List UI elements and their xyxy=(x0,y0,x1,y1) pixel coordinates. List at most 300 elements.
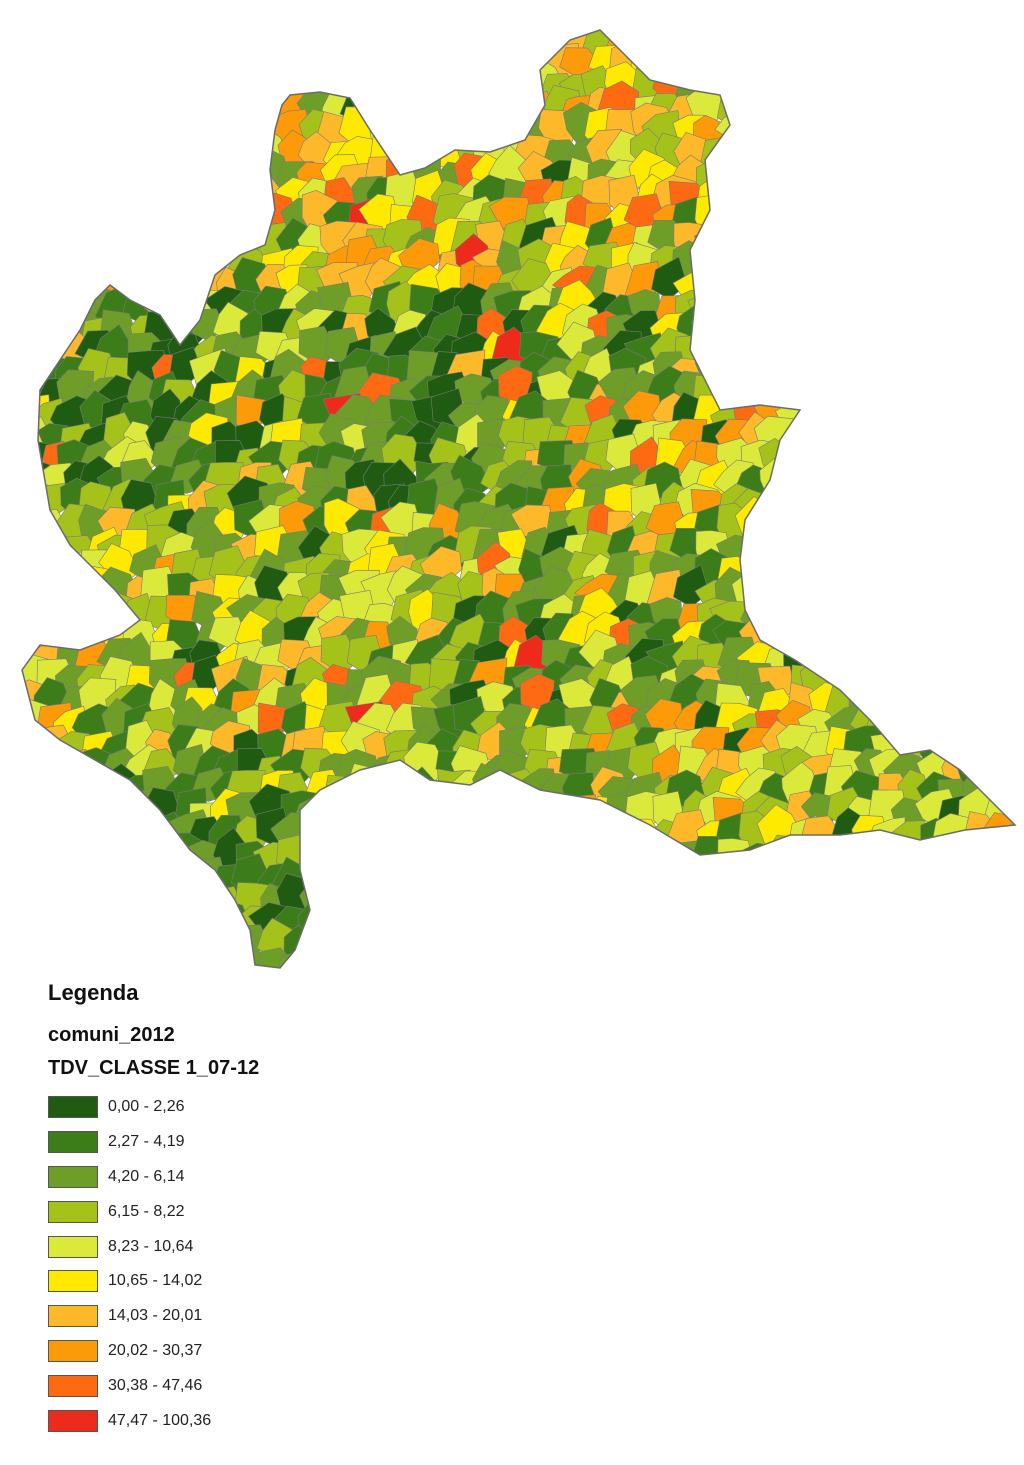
municipality-polygon xyxy=(31,557,76,592)
municipality-polygon xyxy=(962,946,999,975)
municipality-polygon xyxy=(6,175,43,211)
municipality-polygon xyxy=(891,111,933,144)
municipality-polygon xyxy=(801,112,843,154)
municipality-polygon xyxy=(654,6,693,45)
municipality-polygon xyxy=(603,0,640,37)
municipality-polygon xyxy=(0,446,33,484)
municipality-polygon xyxy=(976,24,1021,67)
municipality-polygon xyxy=(536,943,579,975)
municipality-polygon xyxy=(1002,262,1024,307)
municipality-polygon xyxy=(0,865,28,904)
municipality-polygon xyxy=(827,15,869,58)
municipality-polygon xyxy=(940,684,973,722)
municipality-polygon xyxy=(80,604,118,637)
municipality-polygon xyxy=(30,747,72,785)
legend-swatch xyxy=(48,1270,98,1292)
municipality-polygon xyxy=(745,200,779,239)
municipality-polygon xyxy=(236,24,272,60)
municipality-polygon xyxy=(453,926,495,967)
municipality-polygon xyxy=(501,65,543,109)
municipality-polygon xyxy=(759,950,801,975)
municipality-polygon xyxy=(892,367,930,409)
municipality-polygon xyxy=(784,221,818,257)
municipality-polygon xyxy=(954,20,991,56)
municipality-polygon xyxy=(1004,638,1024,680)
municipality-polygon xyxy=(930,703,970,744)
legend-item xyxy=(48,1090,448,1125)
municipality-polygon xyxy=(95,155,133,194)
municipality-polygon xyxy=(449,90,494,133)
municipality-polygon xyxy=(0,0,32,35)
municipality-polygon xyxy=(894,557,934,596)
municipality-polygon xyxy=(225,107,272,147)
municipality-polygon xyxy=(342,840,385,879)
municipality-polygon xyxy=(346,868,381,904)
municipality-polygon xyxy=(876,461,908,503)
municipality-polygon xyxy=(517,865,559,906)
municipality-polygon xyxy=(0,592,32,637)
municipality-polygon xyxy=(1000,551,1024,588)
municipality-polygon xyxy=(59,20,99,62)
legend-swatch xyxy=(48,1131,98,1153)
legend-item xyxy=(48,1334,448,1369)
municipality-polygon xyxy=(912,599,955,635)
municipality-polygon xyxy=(954,442,993,481)
municipality-polygon xyxy=(451,811,491,850)
municipality-polygon xyxy=(544,835,582,873)
municipality-polygon xyxy=(981,675,1023,719)
municipality-polygon xyxy=(910,82,949,125)
municipality-polygon xyxy=(821,354,858,392)
municipality-polygon xyxy=(723,0,762,39)
municipality-polygon xyxy=(920,115,953,158)
municipality-polygon xyxy=(962,640,1003,679)
legend-range-label: 6,15 - 8,22 xyxy=(108,1202,185,1220)
municipality-polygon xyxy=(237,175,275,210)
municipality-polygon xyxy=(0,771,30,811)
municipality-polygon xyxy=(52,83,87,125)
municipality-polygon xyxy=(160,14,200,59)
municipality-polygon xyxy=(938,197,980,236)
municipality-polygon xyxy=(393,108,427,144)
municipality-polygon xyxy=(805,362,852,398)
municipality-polygon xyxy=(741,339,779,371)
municipality-polygon xyxy=(318,952,362,975)
municipality-polygon xyxy=(856,465,891,498)
municipality-polygon xyxy=(891,346,934,388)
municipality-polygon xyxy=(931,549,976,587)
municipality-polygon xyxy=(805,244,841,287)
legend-item xyxy=(48,1229,448,1264)
municipality-polygon xyxy=(33,725,72,768)
municipality-polygon xyxy=(743,527,783,570)
municipality-polygon xyxy=(369,943,404,975)
municipality-polygon xyxy=(655,859,694,905)
municipality-polygon xyxy=(299,9,342,43)
municipality-polygon xyxy=(367,767,404,802)
municipality-polygon xyxy=(1002,377,1024,415)
municipality-polygon xyxy=(146,187,180,217)
municipality-polygon xyxy=(387,951,426,975)
municipality-polygon xyxy=(783,171,821,210)
municipality-polygon xyxy=(843,367,883,412)
municipality-polygon xyxy=(1009,173,1024,216)
municipality-polygon xyxy=(990,926,1024,964)
municipality-polygon xyxy=(940,332,981,371)
legend-item xyxy=(48,1125,448,1160)
municipality-polygon xyxy=(36,95,69,128)
municipality-polygon xyxy=(780,856,825,898)
municipality-polygon xyxy=(139,940,178,975)
municipality-polygon xyxy=(893,481,936,523)
municipality-polygon xyxy=(1004,324,1024,365)
legend-range-label: 20,02 - 30,37 xyxy=(108,1341,203,1359)
legend-item xyxy=(48,1160,448,1195)
municipality-polygon xyxy=(921,906,961,946)
municipality-polygon xyxy=(121,26,161,56)
municipality-polygon xyxy=(847,349,888,392)
municipality-polygon xyxy=(979,293,1018,330)
municipality-polygon xyxy=(848,531,894,568)
municipality-polygon xyxy=(908,20,950,61)
municipality-polygon xyxy=(0,573,21,616)
municipality-polygon xyxy=(980,482,1023,525)
municipality-polygon xyxy=(23,535,60,571)
municipality-polygon xyxy=(976,707,1012,748)
municipality-polygon xyxy=(754,139,795,172)
municipality-polygon xyxy=(935,877,974,917)
municipality-polygon xyxy=(957,655,996,693)
municipality-polygon xyxy=(984,643,1017,680)
municipality-polygon xyxy=(459,0,502,39)
municipality-polygon xyxy=(105,130,145,171)
municipality-polygon xyxy=(0,326,30,367)
municipality-polygon xyxy=(964,908,1005,941)
municipality-polygon xyxy=(956,94,992,133)
municipality-polygon xyxy=(884,706,929,743)
municipality-polygon xyxy=(721,219,761,262)
municipality-polygon xyxy=(434,820,473,860)
municipality-polygon xyxy=(953,857,998,895)
municipality-polygon xyxy=(869,19,915,63)
municipality-polygon xyxy=(935,347,974,385)
municipality-polygon xyxy=(8,564,51,604)
municipality-polygon xyxy=(869,490,907,526)
municipality-polygon xyxy=(476,904,516,941)
municipality-polygon xyxy=(784,614,825,651)
municipality-polygon xyxy=(982,200,1024,239)
municipality-polygon xyxy=(940,638,977,673)
municipality-polygon xyxy=(494,837,539,870)
municipality-polygon xyxy=(960,505,1002,544)
municipality-polygon xyxy=(975,441,1016,473)
municipality-polygon xyxy=(362,898,398,937)
municipality-polygon xyxy=(556,875,600,916)
municipality-polygon xyxy=(695,873,731,915)
municipality-polygon xyxy=(1001,601,1024,638)
municipality-polygon xyxy=(17,765,52,805)
municipality-polygon xyxy=(862,398,907,435)
municipality-polygon xyxy=(782,308,819,349)
municipality-polygon xyxy=(788,149,829,191)
municipality-polygon xyxy=(980,350,1018,392)
municipality-polygon xyxy=(785,464,821,502)
municipality-polygon xyxy=(280,24,314,66)
municipality-polygon xyxy=(849,426,885,465)
municipality-polygon xyxy=(1006,951,1024,975)
municipality-polygon xyxy=(121,852,162,888)
municipality-polygon xyxy=(782,87,822,126)
municipality-polygon xyxy=(892,18,927,59)
municipality-polygon xyxy=(9,249,54,284)
municipality-polygon xyxy=(562,773,595,813)
municipality-polygon xyxy=(740,864,784,895)
municipality-polygon xyxy=(762,306,803,343)
municipality-polygon xyxy=(961,130,1000,168)
municipality-polygon xyxy=(170,0,210,34)
municipality-polygon xyxy=(696,329,735,368)
municipality-polygon xyxy=(13,280,55,325)
municipality-polygon xyxy=(429,861,468,903)
municipality-polygon xyxy=(718,249,751,284)
municipality-polygon xyxy=(852,877,886,918)
municipality-polygon xyxy=(743,175,776,213)
municipality-polygon xyxy=(1002,108,1024,152)
municipality-polygon xyxy=(827,552,863,595)
municipality-polygon xyxy=(867,307,905,343)
municipality-polygon xyxy=(205,168,252,211)
municipality-polygon xyxy=(348,46,378,82)
municipality-polygon xyxy=(167,248,207,283)
municipality-polygon xyxy=(195,88,231,123)
municipality-polygon xyxy=(913,569,952,609)
legend-item xyxy=(48,1403,448,1438)
municipality-polygon xyxy=(889,93,928,129)
municipality-polygon xyxy=(209,48,253,93)
municipality-polygon xyxy=(497,812,546,855)
municipality-polygon xyxy=(940,137,976,172)
municipality-polygon xyxy=(673,22,708,57)
municipality-polygon xyxy=(120,815,157,847)
municipality-polygon xyxy=(11,754,55,792)
municipality-polygon xyxy=(908,65,947,109)
municipality-polygon xyxy=(976,662,1018,705)
municipality-polygon xyxy=(328,861,362,897)
municipality-polygon xyxy=(363,926,407,963)
municipality-polygon xyxy=(108,237,148,275)
municipality-polygon xyxy=(894,244,930,283)
municipality-polygon xyxy=(761,153,804,193)
municipality-polygon xyxy=(453,103,493,150)
municipality-polygon xyxy=(997,65,1024,101)
municipality-polygon xyxy=(824,882,865,921)
municipality-polygon xyxy=(0,37,23,83)
municipality-polygon xyxy=(739,151,779,193)
municipality-polygon xyxy=(756,200,801,238)
municipality-polygon xyxy=(604,861,647,902)
municipality-polygon xyxy=(341,924,379,962)
municipality-polygon xyxy=(0,205,35,244)
municipality-polygon xyxy=(819,463,864,501)
municipality-polygon xyxy=(563,833,607,877)
municipality-polygon xyxy=(866,879,904,913)
municipality-polygon xyxy=(788,560,828,591)
municipality-polygon xyxy=(589,859,624,900)
municipality-polygon xyxy=(823,148,861,188)
municipality-polygon xyxy=(59,242,102,281)
municipality-polygon xyxy=(186,73,227,115)
municipality-polygon xyxy=(830,569,864,610)
municipality-polygon xyxy=(718,839,753,876)
municipality-polygon xyxy=(300,947,338,975)
municipality-polygon xyxy=(453,952,492,975)
municipality-polygon xyxy=(976,750,1015,789)
municipality-polygon xyxy=(363,0,408,42)
municipality-polygon xyxy=(188,200,225,241)
municipality-polygon xyxy=(708,181,751,222)
municipality-polygon xyxy=(81,171,122,216)
municipality-polygon xyxy=(160,136,205,176)
municipality-polygon xyxy=(920,196,958,235)
municipality-polygon xyxy=(961,307,995,342)
municipality-polygon xyxy=(1001,441,1024,481)
legend-swatch xyxy=(48,1201,98,1223)
municipality-polygon xyxy=(15,863,60,901)
municipality-polygon xyxy=(12,553,49,593)
municipality-polygon xyxy=(55,837,96,880)
municipality-polygon xyxy=(165,109,198,148)
municipality-polygon xyxy=(962,335,995,372)
municipality-polygon xyxy=(778,508,823,546)
municipality-polygon xyxy=(954,399,990,440)
municipality-polygon xyxy=(978,184,1022,215)
municipality-polygon xyxy=(322,900,361,940)
municipality-polygon xyxy=(34,67,78,110)
municipality-polygon xyxy=(785,19,818,59)
municipality-polygon xyxy=(427,836,468,871)
municipality-polygon xyxy=(99,172,138,208)
municipality-polygon xyxy=(788,192,829,234)
municipality-polygon xyxy=(830,905,870,944)
municipality-polygon xyxy=(877,70,914,108)
municipality-polygon xyxy=(693,39,736,78)
municipality-polygon xyxy=(918,136,952,175)
municipality-polygon xyxy=(780,266,821,305)
municipality-polygon xyxy=(699,912,738,948)
municipality-polygon xyxy=(982,64,1024,106)
municipality-polygon xyxy=(916,471,951,510)
municipality-polygon xyxy=(952,703,998,749)
municipality-polygon xyxy=(806,953,849,975)
legend-item xyxy=(48,1194,448,1229)
municipality-polygon xyxy=(802,574,843,613)
municipality-polygon xyxy=(58,138,94,177)
municipality-polygon xyxy=(0,177,35,217)
municipality-polygon xyxy=(873,617,913,651)
municipality-polygon xyxy=(424,43,467,83)
legend-item xyxy=(48,1264,448,1299)
municipality-polygon xyxy=(668,949,707,975)
municipality-polygon xyxy=(57,896,99,941)
municipality-polygon xyxy=(667,927,706,966)
legend-swatch xyxy=(48,1305,98,1327)
municipality-polygon xyxy=(780,874,822,918)
municipality-polygon xyxy=(847,182,885,218)
municipality-polygon xyxy=(167,270,198,307)
municipality-polygon xyxy=(97,221,137,255)
municipality-polygon xyxy=(342,882,378,918)
municipality-polygon xyxy=(870,839,916,876)
municipality-polygon xyxy=(629,834,660,878)
municipality-polygon xyxy=(893,839,933,883)
municipality-polygon xyxy=(977,592,1017,637)
municipality-polygon xyxy=(761,926,801,969)
municipality-polygon xyxy=(999,133,1024,164)
municipality-polygon xyxy=(427,943,472,975)
municipality-polygon xyxy=(301,20,339,62)
municipality-polygon xyxy=(968,618,1002,656)
municipality-polygon xyxy=(900,394,936,428)
municipality-polygon xyxy=(851,309,891,343)
municipality-polygon xyxy=(325,925,360,965)
municipality-polygon xyxy=(477,810,517,850)
municipality-polygon xyxy=(1002,421,1024,460)
municipality-polygon xyxy=(808,287,841,325)
municipality-polygon xyxy=(593,902,628,939)
municipality-polygon xyxy=(139,224,184,260)
municipality-polygon xyxy=(11,221,52,264)
legend-swatch xyxy=(48,1236,98,1258)
municipality-polygon xyxy=(584,884,625,925)
municipality-polygon xyxy=(946,215,977,263)
municipality-polygon xyxy=(212,948,245,975)
municipality-polygon xyxy=(847,643,885,680)
municipality-polygon xyxy=(769,357,800,396)
municipality-polygon xyxy=(306,925,341,963)
municipality-polygon xyxy=(930,395,976,441)
municipality-polygon xyxy=(392,815,422,859)
municipality-polygon xyxy=(372,24,405,63)
municipality-polygon xyxy=(0,906,27,944)
municipality-polygon xyxy=(56,2,97,37)
municipality-polygon xyxy=(802,458,837,498)
municipality-polygon xyxy=(908,395,948,436)
municipality-polygon xyxy=(412,89,448,133)
municipality-polygon xyxy=(912,314,954,352)
municipality-polygon xyxy=(1001,682,1024,725)
municipality-polygon xyxy=(149,148,185,194)
municipality-polygon xyxy=(671,859,711,898)
municipality-polygon xyxy=(33,244,77,288)
municipality-polygon xyxy=(959,242,1001,278)
municipality-polygon xyxy=(367,794,403,836)
municipality-polygon xyxy=(825,69,861,107)
municipality-polygon xyxy=(501,794,543,835)
municipality-polygon xyxy=(414,948,446,976)
municipality-polygon xyxy=(150,241,183,279)
municipality-polygon xyxy=(849,860,885,903)
municipality-polygon xyxy=(132,172,163,214)
municipality-polygon xyxy=(258,44,296,86)
municipality-polygon xyxy=(942,504,980,543)
municipality-polygon xyxy=(981,550,1023,586)
municipality-polygon xyxy=(174,863,212,897)
municipality-polygon xyxy=(999,900,1024,945)
municipality-polygon xyxy=(966,578,999,616)
municipality-polygon xyxy=(166,173,202,212)
municipality-polygon xyxy=(740,945,779,975)
municipality-polygon xyxy=(889,197,927,238)
